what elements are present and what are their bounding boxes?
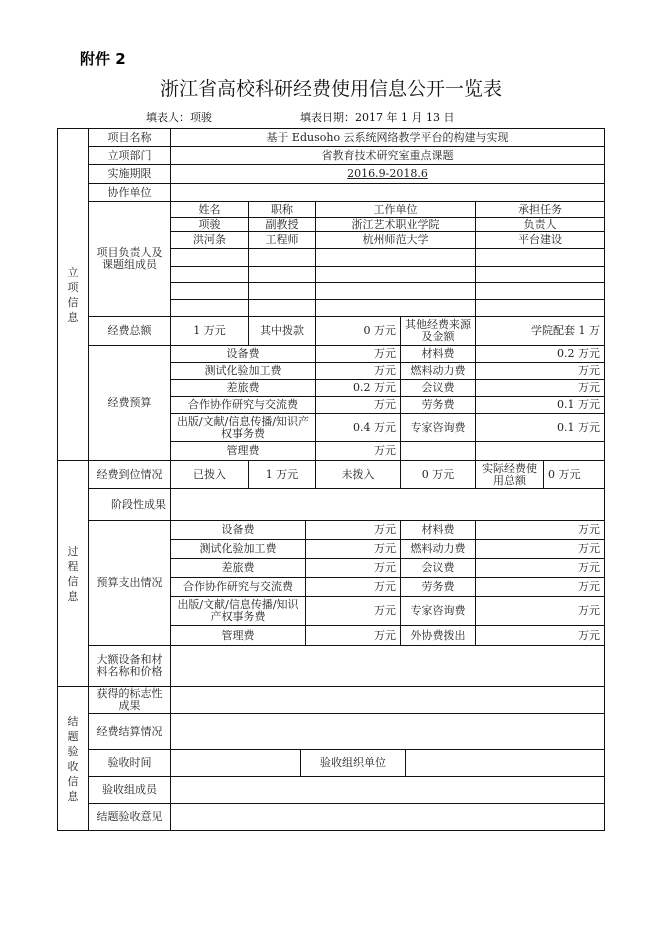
member-cell-text: 项骏 bbox=[198, 217, 221, 231]
closing-members-label-text: 验收组成员 bbox=[102, 783, 157, 796]
total-value bbox=[170, 316, 249, 346]
section-project bbox=[57, 128, 89, 461]
budget-amount bbox=[475, 345, 605, 363]
budget-item-text: 劳务费 bbox=[421, 398, 455, 411]
member-cell bbox=[170, 299, 249, 317]
budget-item bbox=[400, 345, 476, 363]
fill-date: 填表日期：2017 年 1 月 13 日 bbox=[300, 111, 455, 124]
opinion-value bbox=[170, 803, 605, 831]
total-label bbox=[88, 316, 171, 346]
budget-label-text: 经费预算 bbox=[107, 396, 152, 409]
budget-item bbox=[170, 345, 316, 363]
section-process-text: 过程信息 bbox=[67, 544, 79, 603]
spend-amount bbox=[475, 577, 605, 597]
section-process bbox=[57, 460, 89, 687]
budget-item bbox=[170, 362, 316, 380]
name-label bbox=[88, 128, 171, 147]
member-cell bbox=[475, 266, 605, 283]
budget-item bbox=[170, 379, 316, 397]
received-value bbox=[248, 460, 316, 489]
section-closing bbox=[57, 686, 89, 831]
spend-item bbox=[400, 520, 476, 540]
budget-amount bbox=[315, 345, 401, 363]
spend-amount bbox=[305, 558, 401, 578]
spend-amount bbox=[475, 520, 605, 540]
member-cell bbox=[475, 217, 605, 232]
partner-value bbox=[170, 183, 605, 202]
dept-value-text: 省教育技术研究室重点课题 bbox=[321, 148, 454, 162]
budget-amount bbox=[315, 396, 401, 414]
member-cell bbox=[248, 248, 316, 267]
spend-amount-text: 万元 bbox=[578, 604, 600, 617]
org-label-text: 验收组织单位 bbox=[320, 756, 386, 769]
spend-item-text: 会议费 bbox=[421, 561, 455, 574]
org-value bbox=[405, 749, 605, 777]
member-header bbox=[315, 201, 476, 218]
member-cell-text: 浙江艺术职业学院 bbox=[351, 217, 440, 231]
budget-amount-text: 0.4 万元 bbox=[353, 420, 396, 434]
pending-label bbox=[315, 460, 401, 489]
spend-amount-text: 万元 bbox=[578, 542, 600, 555]
budget-amount bbox=[475, 396, 605, 414]
budget-item bbox=[400, 441, 476, 461]
spend-item-text: 合作协作研究与交流费 bbox=[183, 580, 293, 593]
closing-members-value bbox=[170, 776, 605, 804]
time-value bbox=[170, 749, 301, 777]
stage-label-text: 阶段性成果 bbox=[111, 497, 166, 511]
budget-item bbox=[170, 396, 316, 414]
member-header-text: 职称 bbox=[271, 202, 293, 216]
name-value bbox=[170, 128, 605, 147]
equipment-label bbox=[88, 645, 171, 687]
spend-amount bbox=[305, 596, 401, 626]
budget-amount bbox=[475, 379, 605, 397]
member-header bbox=[248, 201, 316, 218]
actual-label-text: 实际经费使用总额 bbox=[482, 461, 537, 487]
member-cell bbox=[475, 282, 605, 300]
spend-amount bbox=[305, 625, 401, 646]
spend-item-text: 差旅费 bbox=[221, 561, 255, 574]
budget-item-text: 差旅费 bbox=[226, 381, 260, 394]
budget-amount-text: 万元 bbox=[374, 398, 396, 411]
spend-item-text: 材料费 bbox=[421, 523, 455, 536]
other-value bbox=[475, 316, 605, 346]
budget-amount bbox=[315, 379, 401, 397]
spend-amount-text: 万元 bbox=[374, 542, 396, 555]
member-cell bbox=[315, 231, 476, 249]
spend-label bbox=[88, 520, 171, 646]
member-cell bbox=[170, 217, 249, 232]
budget-item-text: 合作协作研究与交流费 bbox=[188, 398, 298, 411]
member-cell-text: 平台建设 bbox=[518, 233, 562, 246]
period-value bbox=[170, 164, 605, 184]
budget-item-text: 会议费 bbox=[421, 381, 455, 394]
budget-amount-text: 万元 bbox=[374, 347, 396, 360]
equipment-value bbox=[170, 645, 605, 687]
member-cell bbox=[315, 266, 476, 283]
achievement-value bbox=[170, 686, 605, 714]
member-cell-text: 工程师 bbox=[265, 233, 299, 246]
dept-label-text: 立项部门 bbox=[107, 148, 152, 162]
spend-amount-text: 万元 bbox=[578, 523, 600, 536]
received-label-text: 已拨入 bbox=[193, 467, 226, 481]
closing-members-label bbox=[88, 776, 171, 804]
received-label bbox=[170, 460, 249, 489]
attachment-label: 附件 2 bbox=[80, 50, 126, 68]
member-header bbox=[475, 201, 605, 218]
spend-amount bbox=[475, 558, 605, 578]
budget-amount-text: 万元 bbox=[374, 444, 396, 457]
budget-amount bbox=[475, 413, 605, 442]
budget-item-text: 测试化验加工费 bbox=[204, 364, 282, 377]
other-label bbox=[400, 316, 476, 346]
actual-value bbox=[543, 460, 605, 489]
members-label bbox=[88, 201, 171, 317]
member-cell-text: 杭州师范大学 bbox=[362, 233, 429, 246]
period-label-text: 实施期限 bbox=[107, 167, 152, 180]
settlement-label bbox=[88, 713, 171, 750]
spend-item bbox=[400, 625, 476, 646]
pending-value-text: 0 万元 bbox=[421, 467, 455, 481]
spend-item-text: 设备费 bbox=[221, 523, 255, 536]
spend-item bbox=[170, 539, 306, 559]
spend-item bbox=[400, 558, 476, 578]
period-value-text: 2016.9-2018.6 bbox=[347, 167, 428, 180]
budget-item-text: 材料费 bbox=[421, 347, 455, 360]
total-value-text: 1 万元 bbox=[193, 324, 226, 337]
name-label-text: 项目名称 bbox=[107, 130, 152, 144]
member-cell-text: 洪河条 bbox=[193, 233, 226, 246]
name-value-text: 基于 Edusoho 云系统网络教学平台的构建与实现 bbox=[266, 130, 509, 144]
spend-item-text: 管理费 bbox=[221, 628, 255, 642]
spend-amount bbox=[305, 520, 401, 540]
budget-item bbox=[400, 379, 476, 397]
spend-amount bbox=[475, 596, 605, 626]
spend-amount-text: 万元 bbox=[374, 580, 396, 593]
other-value-text: 学院配套 1 万 bbox=[531, 324, 600, 337]
budget-amount-text: 万元 bbox=[374, 364, 396, 377]
member-cell-text: 负责人 bbox=[523, 217, 557, 231]
stage-label bbox=[88, 488, 171, 521]
member-cell bbox=[170, 248, 249, 267]
member-cell bbox=[315, 248, 476, 267]
member-header bbox=[170, 201, 249, 218]
budget-amount-text: 0.1 万元 bbox=[557, 398, 600, 411]
period-label bbox=[88, 164, 171, 184]
spend-item bbox=[170, 625, 306, 646]
grant-label-text: 其中拨款 bbox=[260, 324, 304, 337]
budget-amount bbox=[475, 441, 605, 461]
budget-amount-text: 万元 bbox=[578, 381, 600, 394]
budget-item bbox=[170, 413, 316, 442]
member-cell bbox=[475, 248, 605, 267]
equipment-label-text: 大额设备和材料名称和价格 bbox=[96, 653, 163, 678]
achievement-label-text: 获得的标志性成果 bbox=[96, 687, 163, 712]
budget-amount bbox=[315, 413, 401, 442]
grant-value bbox=[315, 316, 401, 346]
opinion-label-text: 结题验收意见 bbox=[96, 810, 163, 823]
spend-item bbox=[170, 577, 306, 597]
budget-item-text: 出版/文献/信息传播/知识产权事务费 bbox=[176, 414, 310, 440]
member-cell bbox=[315, 282, 476, 300]
filler: 填表人：项骏 bbox=[146, 111, 212, 124]
achievement-label bbox=[88, 686, 171, 714]
dept-label bbox=[88, 146, 171, 165]
page-title: 浙江省高校科研经费使用信息公开一览表 bbox=[159, 78, 502, 100]
spend-item bbox=[170, 520, 306, 540]
opinion-label bbox=[88, 803, 171, 831]
budget-amount-text: 0.1 万元 bbox=[557, 420, 600, 434]
member-cell bbox=[248, 282, 316, 300]
spend-item bbox=[400, 539, 476, 559]
member-cell bbox=[248, 299, 316, 317]
grant-label bbox=[248, 316, 316, 346]
member-header-text: 姓名 bbox=[198, 202, 221, 216]
spend-item-text: 外协费拨出 bbox=[410, 628, 466, 642]
budget-item-text: 设备费 bbox=[226, 347, 260, 360]
partner-label-text: 协作单位 bbox=[107, 185, 152, 199]
actual-label bbox=[475, 460, 544, 489]
spend-amount-text: 万元 bbox=[578, 628, 600, 642]
spend-amount-text: 万元 bbox=[374, 523, 396, 536]
settlement-label-text: 经费结算情况 bbox=[96, 724, 163, 738]
budget-item bbox=[170, 441, 316, 461]
member-cell bbox=[475, 299, 605, 317]
time-label bbox=[88, 749, 171, 777]
spend-item bbox=[170, 596, 306, 626]
member-header-text: 承担任务 bbox=[518, 202, 562, 216]
org-label bbox=[300, 749, 406, 777]
budget-item bbox=[400, 413, 476, 442]
member-cell bbox=[248, 231, 316, 249]
spend-amount-text: 万元 bbox=[578, 561, 600, 574]
member-cell bbox=[170, 282, 249, 300]
budget-item bbox=[400, 396, 476, 414]
budget-amount bbox=[315, 441, 401, 461]
grant-value-text: 0 万元 bbox=[363, 324, 396, 337]
dept-value bbox=[170, 146, 605, 165]
actual-value-text: 0 万元 bbox=[548, 467, 581, 481]
member-cell bbox=[248, 217, 316, 232]
budget-amount-text: 万元 bbox=[578, 364, 600, 377]
other-label-text: 其他经费来源及金额 bbox=[405, 318, 471, 343]
spend-amount bbox=[305, 539, 401, 559]
member-cell bbox=[315, 217, 476, 232]
budget-amount-text: 0.2 万元 bbox=[557, 347, 600, 360]
arrival-label-text: 经费到位情况 bbox=[96, 467, 163, 481]
spend-amount bbox=[475, 539, 605, 559]
spend-amount bbox=[475, 625, 605, 646]
members-label-text: 项目负责人及课题组成员 bbox=[96, 246, 163, 271]
member-cell bbox=[248, 266, 316, 283]
budget-amount bbox=[475, 362, 605, 380]
spend-label-text: 预算支出情况 bbox=[96, 576, 163, 589]
partner-label bbox=[88, 183, 171, 202]
budget-item-text: 管理费 bbox=[226, 444, 260, 457]
spend-item-text: 劳务费 bbox=[421, 580, 455, 593]
member-cell bbox=[315, 299, 476, 317]
member-cell bbox=[170, 231, 249, 249]
pending-value bbox=[400, 460, 476, 489]
spend-item-text: 测试化验加工费 bbox=[199, 542, 277, 555]
spend-item-text: 出版/文献/信息传播/知识产权事务费 bbox=[177, 598, 299, 623]
spend-item bbox=[400, 577, 476, 597]
stage-value bbox=[170, 488, 605, 521]
received-value-text: 1 万元 bbox=[265, 467, 299, 481]
budget-item bbox=[400, 362, 476, 380]
budget-label bbox=[88, 345, 171, 461]
member-cell bbox=[170, 266, 249, 283]
member-header-text: 工作单位 bbox=[373, 202, 418, 216]
section-closing-text: 结题验收信息 bbox=[67, 714, 79, 803]
spend-item bbox=[400, 596, 476, 626]
member-cell-text: 副教授 bbox=[265, 217, 299, 231]
spend-amount-text: 万元 bbox=[578, 580, 600, 593]
settlement-value bbox=[170, 713, 605, 750]
budget-item-text: 专家咨询费 bbox=[410, 420, 466, 434]
section-project-text: 立项信息 bbox=[67, 265, 79, 324]
time-label-text: 验收时间 bbox=[107, 756, 152, 769]
spend-amount-text: 万元 bbox=[374, 561, 396, 574]
spend-amount bbox=[305, 577, 401, 597]
spend-item bbox=[170, 558, 306, 578]
spend-amount-text: 万元 bbox=[374, 628, 396, 642]
budget-amount bbox=[315, 362, 401, 380]
pending-label-text: 未拨入 bbox=[341, 467, 375, 481]
spend-item-text: 专家咨询费 bbox=[410, 604, 466, 617]
member-cell bbox=[475, 231, 605, 249]
budget-amount-text: 0.2 万元 bbox=[353, 381, 396, 394]
budget-item-text: 燃料动力费 bbox=[410, 364, 466, 377]
arrival-label bbox=[88, 460, 171, 489]
total-label-text: 经费总额 bbox=[107, 324, 152, 337]
spend-amount-text: 万元 bbox=[374, 604, 396, 617]
spend-item-text: 燃料动力费 bbox=[410, 542, 466, 555]
